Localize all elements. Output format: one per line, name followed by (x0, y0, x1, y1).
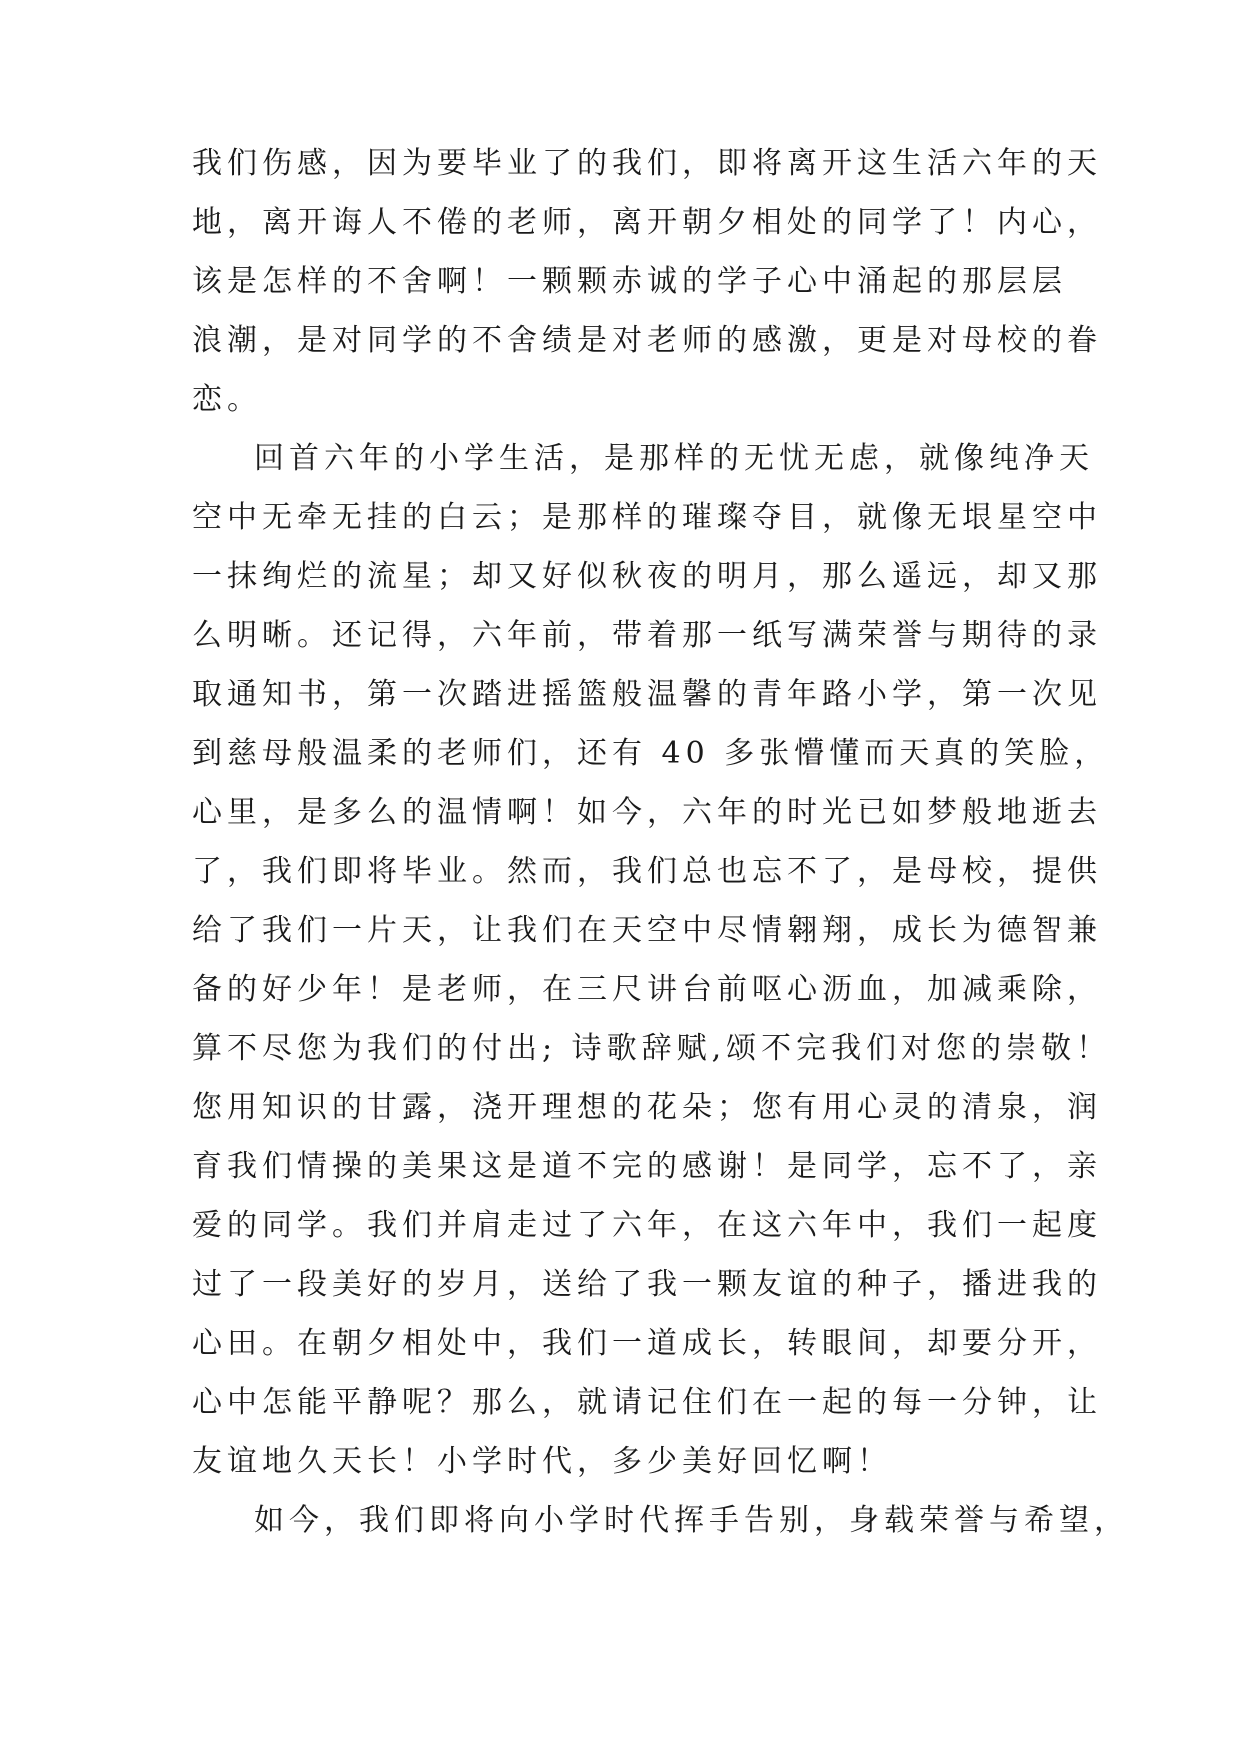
text-line: 该是怎样的不舍啊！一颗颗赤诚的学子心中涌起的那层层 (192, 264, 1067, 299)
text-line: 空中无牵无挂的白云；是那样的璀璨夺目，就像无垠星空中 (192, 500, 1102, 535)
text-line: 一抹绚烂的流星；却又好似秋夜的明月，那么遥远，却又那 (192, 559, 1102, 594)
text-line: 了，我们即将毕业。然而，我们总也忘不了，是母校，提供 (192, 854, 1102, 889)
paragraph-start-line: 如今，我们即将向小学时代挥手告别，身载荣誉与希望， (254, 1503, 1129, 1538)
text-line: 友谊地久天长！小学时代，多少美好回忆啊！ (192, 1444, 892, 1479)
text-line: 过了一段美好的岁月，送给了我一颗友谊的种子，播进我的 (192, 1267, 1102, 1302)
text-line: 您用知识的甘露，浇开理想的花朵；您有用心灵的清泉，润 (192, 1090, 1102, 1125)
paragraph-start-line: 回首六年的小学生活，是那样的无忧无虑，就像纯净天 (254, 441, 1094, 476)
text-line: 爱的同学。我们并肩走过了六年，在这六年中，我们一起度 (192, 1208, 1102, 1243)
text-line: 育我们情操的美果这是道不完的感谢！是同学，忘不了，亲 (192, 1149, 1102, 1184)
text-line: 取通知书，第一次踏进摇篮般温馨的青年路小学，第一次见 (192, 677, 1102, 712)
text-line: 到慈母般温柔的老师们，还有 40 多张懵懂而天真的笑脸， (192, 736, 1110, 771)
text-line: 心里，是多么的温情啊！如今，六年的时光已如梦般地逝去 (192, 795, 1102, 830)
text-line: 地，离开诲人不倦的老师，离开朝夕相处的同学了！内心， (192, 205, 1102, 240)
text-line: 浪潮，是对同学的不舍绩是对老师的感激，更是对母校的眷 (192, 323, 1102, 358)
text-line: 心中怎能平静呢？那么，就请记住们在一起的每一分钟，让 (192, 1385, 1102, 1420)
text-line: 备的好少年！是老师，在三尺讲台前呕心沥血，加减乘除， (192, 972, 1102, 1007)
text-line: 恋。 (192, 382, 262, 417)
text-line: 么明晰。还记得，六年前，带着那一纸写满荣誉与期待的录 (192, 618, 1102, 653)
text-line: 心田。在朝夕相处中，我们一道成长，转眼间，却要分开， (192, 1326, 1102, 1361)
text-line: 给了我们一片天，让我们在天空中尽情翱翔，成长为德智兼 (192, 913, 1102, 948)
text-line: 我们伤感，因为要毕业了的我们，即将离开这生活六年的天 (192, 146, 1102, 181)
text-line: 算不尽您为我们的付出; 诗歌辞赋,颂不完我们对您的崇敬！ (192, 1031, 1112, 1066)
